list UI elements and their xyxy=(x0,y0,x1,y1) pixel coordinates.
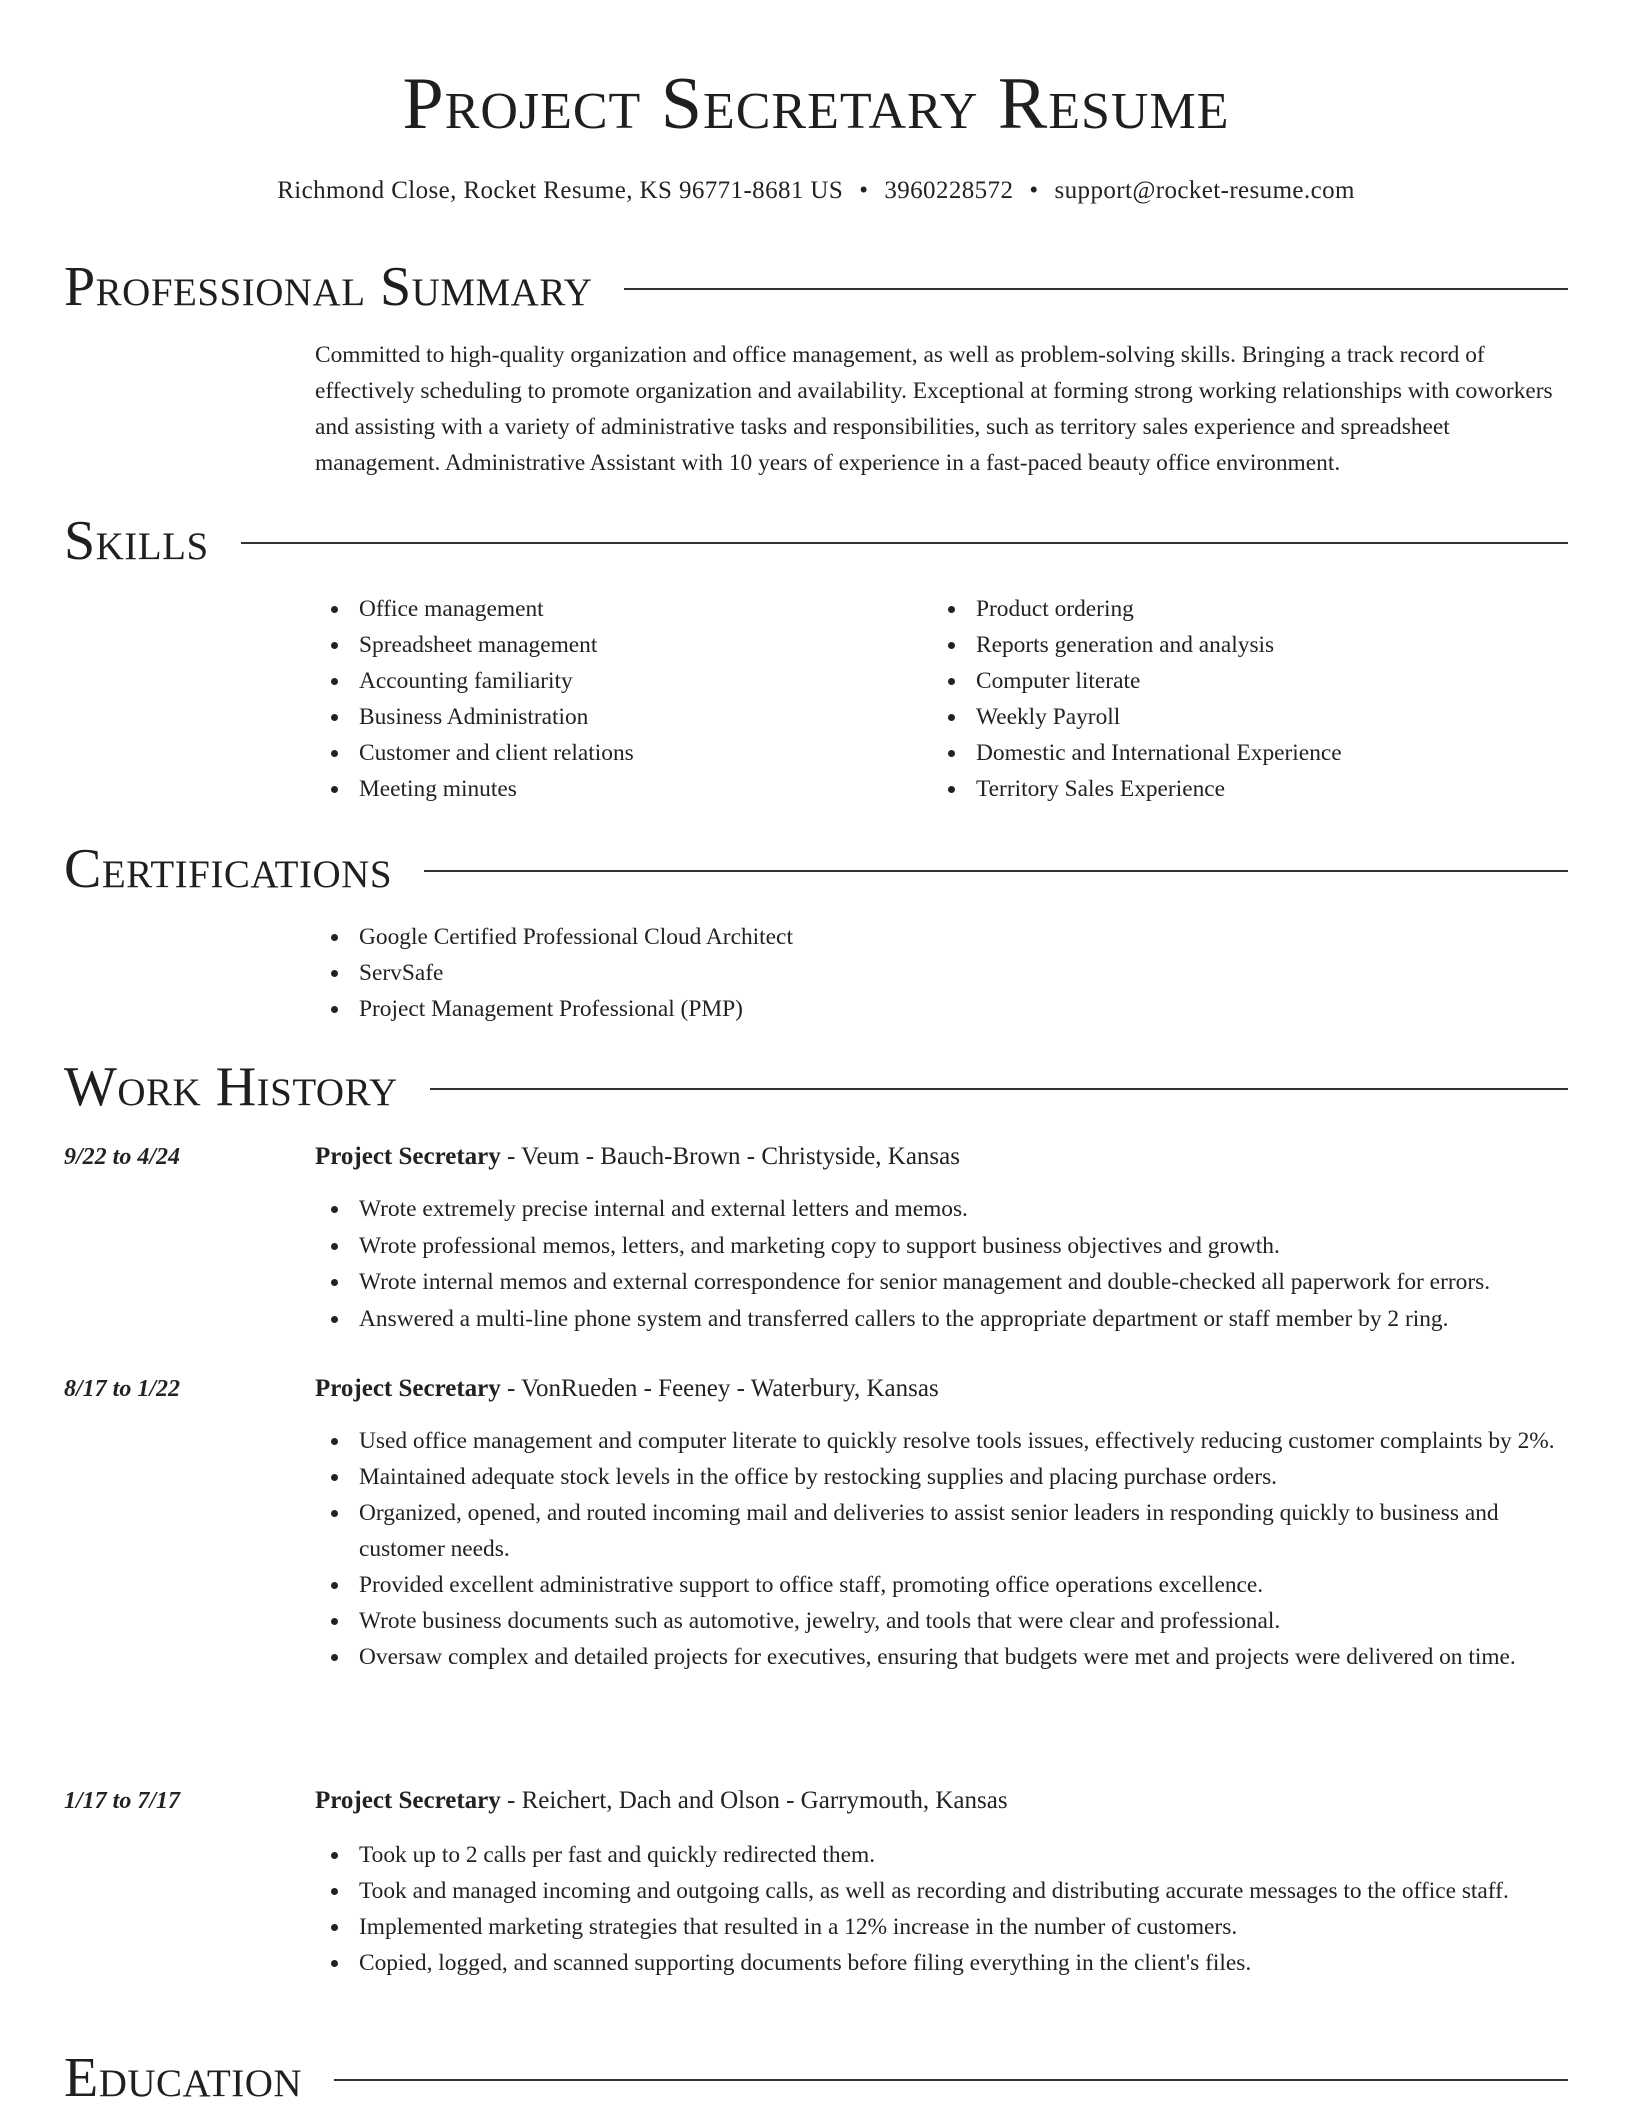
job-employer: - VonRueden - Feeney - Waterbury, Kansas xyxy=(500,1375,939,1402)
job-duty: Took and managed incoming and outgoing calls, as well as recording and distributing accurate messages to the office staff. xyxy=(315,1873,1582,1909)
job-title-line xyxy=(315,1139,1568,1175)
job-duty: Provided excellent administrative support to office staff, promoting office operations excellence. xyxy=(315,1567,1582,1603)
education-heading: Education xyxy=(64,2047,303,2109)
section-divider xyxy=(624,288,1568,290)
job-duty: Wrote extremely precise internal and external letters and memos. xyxy=(315,1191,1582,1227)
contact-line xyxy=(0,175,1632,207)
skill-item: Customer and client relations xyxy=(315,735,915,771)
job-title-line xyxy=(315,1783,1568,1819)
contact-separator: • xyxy=(1029,177,1039,204)
job-duty: Organized, opened, and routed incoming mail and deliveries to assist senior leaders in responding quickly to business and customer needs. xyxy=(315,1495,1582,1567)
certification-item: Google Certified Professional Cloud Architect xyxy=(315,919,1515,955)
job-dates: 9/22 to 4/24 xyxy=(64,1144,181,1170)
skill-item: Business Administration xyxy=(315,699,915,735)
work-history-heading: Work History xyxy=(64,1056,398,1118)
skill-item: Territory Sales Experience xyxy=(932,771,1532,807)
contact-address: Richmond Close, Rocket Resume, KS 96771-8681 US xyxy=(277,177,844,204)
job-role: Project Secretary xyxy=(315,1375,501,1402)
job-duty: Implemented marketing strategies that resulted in a 12% increase in the number of customers. xyxy=(315,1909,1582,1945)
job-duties-list xyxy=(315,1423,1582,1675)
job-duty: Wrote professional memos, letters, and marketing copy to support business objectives and growth. xyxy=(315,1228,1582,1264)
skills-section-header xyxy=(64,509,1568,573)
certifications-heading: Certifications xyxy=(64,838,393,900)
section-divider xyxy=(424,870,1568,872)
skills-list-left xyxy=(315,591,915,807)
skills-list-right xyxy=(932,591,1532,807)
resume-title: Project Secretary Resume xyxy=(402,63,1230,145)
job-duty: Copied, logged, and scanned supporting documents before filing everything in the client's files. xyxy=(315,1945,1582,1981)
job-title-line xyxy=(315,1371,1568,1407)
job-duty: Wrote internal memos and external correspondence for senior management and double-checked all paperwork for errors. xyxy=(315,1264,1582,1300)
job-duty: Wrote business documents such as automotive, jewelry, and tools that were clear and professional. xyxy=(315,1603,1582,1639)
job-duties-list xyxy=(315,1191,1582,1338)
job-duty: Answered a multi-line phone system and transferred callers to the appropriate department or staff member by 2 ring. xyxy=(315,1301,1582,1337)
summary-heading: Professional Summary xyxy=(64,256,593,318)
work-history-section-header xyxy=(64,1055,1568,1119)
job-duty: Oversaw complex and detailed projects for executives, ensuring that budgets were met and projects were delivered on time. xyxy=(315,1639,1582,1675)
section-divider xyxy=(430,1088,1568,1090)
job-role: Project Secretary xyxy=(315,1787,501,1814)
job-dates: 1/17 to 7/17 xyxy=(64,1788,181,1814)
skills-heading: Skills xyxy=(64,510,209,572)
certifications-list xyxy=(315,919,1515,1027)
skill-item: Domestic and International Experience xyxy=(932,735,1532,771)
job-duty: Took up to 2 calls per fast and quickly redirected them. xyxy=(315,1837,1582,1873)
skill-item: Reports generation and analysis xyxy=(932,627,1532,663)
certification-item: Project Management Professional (PMP) xyxy=(315,991,1515,1027)
certifications-section-header xyxy=(64,837,1568,901)
skill-item: Computer literate xyxy=(932,663,1532,699)
job-duty: Maintained adequate stock levels in the office by restocking supplies and placing purchase orders. xyxy=(315,1459,1582,1495)
job-role: Project Secretary xyxy=(315,1143,501,1170)
certification-item: ServSafe xyxy=(315,955,1515,991)
summary-text: Committed to high-quality organization and office management, as well as problem-solving skills. Bringing a track record of effectively scheduling to promote organization and availability. Exceptional at forming strong working relationships with coworkers and assisting with a variety of administrative tasks and responsibilities, such as territory sales experience and spreadsheet management. Administrative Assistant with 10 years of experience in a fast-paced beauty office environment. xyxy=(315,342,1553,476)
job-duties-list xyxy=(315,1837,1582,1981)
job-employer: - Veum - Bauch-Brown - Christyside, Kansas xyxy=(500,1143,960,1170)
job-employer: - Reichert, Dach and Olson - Garrymouth, Kansas xyxy=(500,1787,1008,1814)
skill-item: Meeting minutes xyxy=(315,771,915,807)
skill-item: Office management xyxy=(315,591,915,627)
skill-item: Spreadsheet management xyxy=(315,627,915,663)
contact-phone: 3960228572 xyxy=(884,177,1014,204)
section-divider xyxy=(241,542,1568,544)
skill-item: Accounting familiarity xyxy=(315,663,915,699)
contact-separator: • xyxy=(859,177,869,204)
job-duty: Used office management and computer literate to quickly resolve tools issues, effectively reducing customer complaints by 2%. xyxy=(315,1423,1582,1459)
contact-email: support@rocket-resume.com xyxy=(1054,177,1355,204)
education-section-header xyxy=(64,2046,1568,2110)
skill-item: Weekly Payroll xyxy=(932,699,1532,735)
job-dates: 8/17 to 1/22 xyxy=(64,1376,181,1402)
skill-item: Product ordering xyxy=(932,591,1532,627)
summary-section-header xyxy=(64,255,1568,319)
section-divider xyxy=(334,2079,1568,2081)
